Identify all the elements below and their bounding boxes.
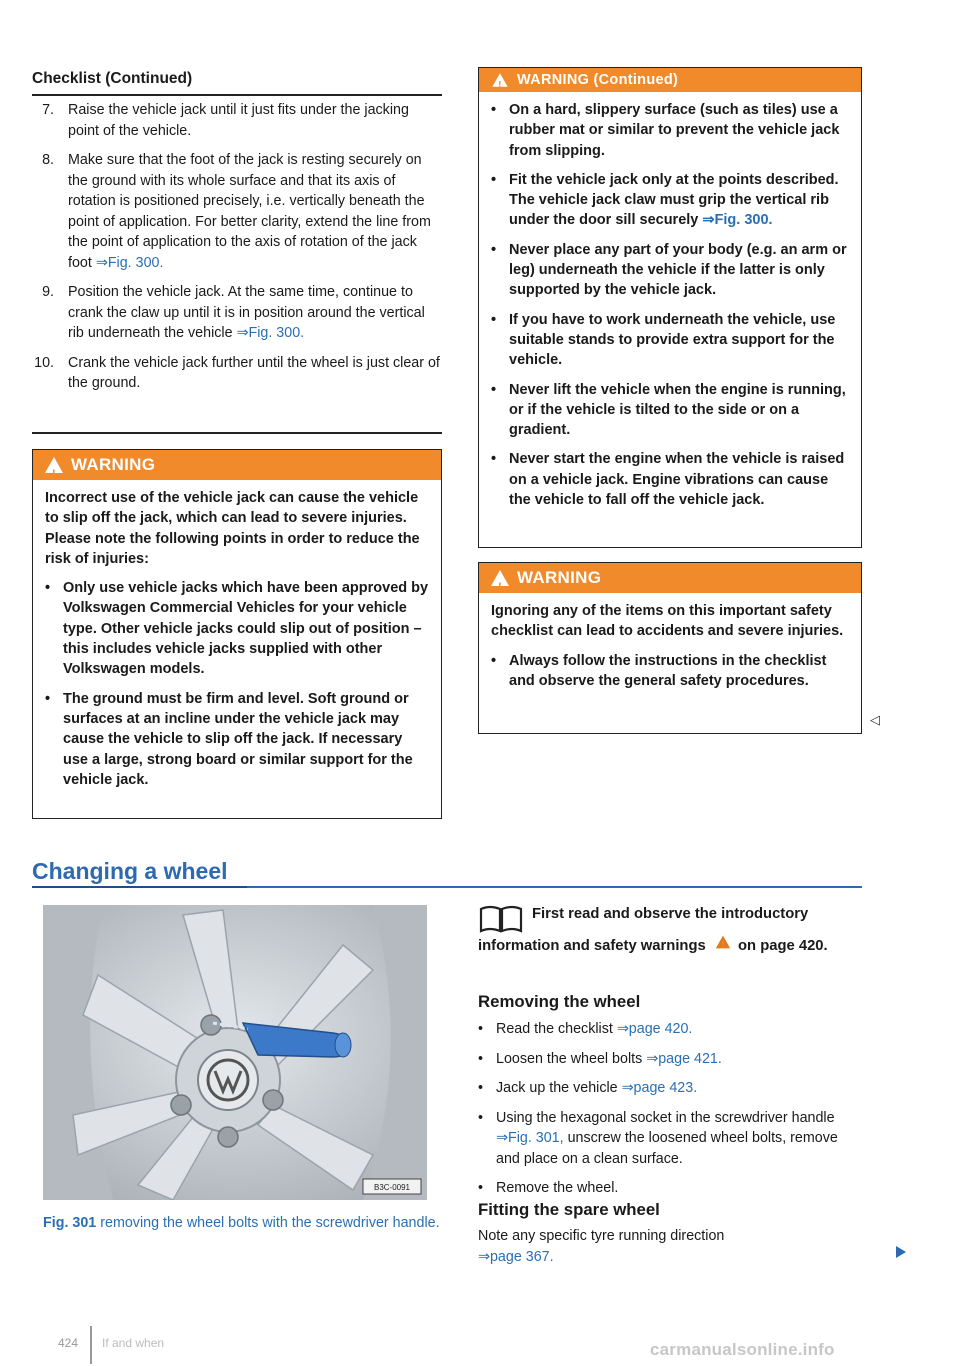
warning-box-checklist xyxy=(478,562,862,734)
removing-heading: Removing the wheel xyxy=(478,992,641,1011)
warning-header: ! WARNING xyxy=(33,450,441,480)
checklist-heading: Checklist (Continued) xyxy=(32,70,442,96)
warning-triangle-icon xyxy=(45,457,63,473)
warning-intro: Ignoring any of the items on this important safety checklist can lead to accidents and severe injuries. xyxy=(491,603,844,640)
checklist-step: 9. Position the vehicle jack. At the same time, continue to crank the claw up until it is in position around the vertical rib underneath the vehicle ⇒Fig. 300. xyxy=(42,284,425,341)
fitting-heading: Fitting the spare wheel xyxy=(478,1200,660,1219)
checklist-step: 8. Make sure that the foot of the jack is resting securely on the ground with its whole surface and that its axis of rotation is positioned precisely, i.e. vertically beneath the point of application. For better clarity, extend the line from the point of application to the axis of rotation of the jack foot ⇒Fig. 300. xyxy=(42,152,431,271)
list-item: • Loosen the wheel bolts ⇒page 421. xyxy=(478,1050,722,1067)
warning-bullet: • Never lift the vehicle when the engine is running, or if the vehicle is tilted to the side or on a gradient. xyxy=(491,381,846,439)
checklist-steps xyxy=(32,100,442,403)
chapter-title: If and when xyxy=(102,1336,165,1350)
warning-triangle-icon xyxy=(716,936,730,949)
warning-header: ! WARNING (Continued) xyxy=(479,68,861,92)
list-item: • Read the checklist ⇒page 420. xyxy=(478,1021,693,1037)
warning-triangle-icon xyxy=(492,73,507,87)
warning-bullet: • Only use vehicle jacks which have been approved by Volkswagen Commercial Vehicles for your vehicle type. Other vehicle jacks could slip out of position – this includes vehicle jacks supplied with other Volkswagen models. xyxy=(45,580,429,678)
checklist-step: 10. Crank the vehicle jack further until the wheel is just clear of the ground. xyxy=(34,354,440,391)
warning-bullet: • Always follow the instructions in the checklist and observe the general safety procedures. xyxy=(491,652,827,689)
warning-bullet: • Never place any part of your body (e.g. an arm or leg) underneath the vehicle if the latter is only supported by the vehicle jack. xyxy=(491,241,847,299)
checklist-end-rule xyxy=(32,432,442,434)
warning-bullet: • On a hard, slippery surface (such as tiles) use a rubber mat or similar to prevent the vehicle jack from slipping. xyxy=(491,102,840,159)
warning-triangle-icon xyxy=(491,570,509,586)
page-ref-link[interactable]: ⇒page 423. xyxy=(621,1080,698,1096)
page-number: 424 xyxy=(58,1336,79,1350)
list-item: • Remove the wheel. xyxy=(478,1180,619,1196)
book-icon xyxy=(478,904,524,934)
removing-list xyxy=(478,1019,862,1208)
warning-bullet: • Fit the vehicle jack only at the points described. The vehicle jack claw must grip the vertical rib under the door sill securely ⇒Fig. 300. xyxy=(491,171,839,229)
fig-300-link[interactable]: ⇒Fig. 300. xyxy=(236,325,305,341)
watermark: carmanualsonline.info xyxy=(650,1340,835,1359)
warning-bullet: • Never start the engine when the vehicle is raised on a vehicle jack. Engine vibrations can cause the vehicle to fall off the vehicle jack. xyxy=(491,451,845,509)
fig-300-link[interactable]: ⇒Fig. 300. xyxy=(95,254,164,271)
list-item: • Using the hexagonal socket in the screwdriver handle ⇒Fig. 301, unscrew the loosened wheel bolts, remove and place on a clean surface. xyxy=(478,1109,838,1167)
page-ref-link[interactable]: ⇒page 421. xyxy=(646,1050,722,1067)
fitting-text: Note any specific tyre running direction ⇒page 367. xyxy=(478,1228,725,1265)
warning-bullet: • The ground must be firm and level. Soft ground or surfaces at an incline under the vehicle jack may cause the vehicle to slip off the jack. If necessary use a large, strong board or similar support for the vehicle jack. xyxy=(45,690,413,788)
figure-caption: Fig. 301 removing the wheel bolts with the screwdriver handle. xyxy=(43,1215,440,1231)
list-item: • Jack up the vehicle ⇒page 423. xyxy=(478,1080,698,1096)
figure-code: B3C-0091 xyxy=(373,1183,411,1192)
page-ref-link[interactable]: ⇒page 420. xyxy=(616,1021,693,1037)
section-rule-accent xyxy=(32,886,247,888)
wheel-bolt-illustration xyxy=(43,905,427,1200)
warning-box-jack xyxy=(32,449,442,819)
continue-arrow-icon xyxy=(896,1246,906,1258)
checklist-step: 7. Raise the vehicle jack until it just fits under the jacking point of the vehicle. xyxy=(42,102,409,139)
wheel-figure xyxy=(43,905,427,1200)
warning-box-continued xyxy=(478,67,862,548)
section-heading: Changing a wheel xyxy=(32,858,228,884)
fig-300-link[interactable]: ⇒Fig. 300. xyxy=(702,212,773,229)
footer-divider xyxy=(90,1326,92,1364)
page-ref-link[interactable]: ⇒page 367. xyxy=(478,1248,554,1265)
warning-header: ! WARNING xyxy=(479,563,861,593)
intro-note: First read and observe the introductory information and safety warnings ! on page 420. xyxy=(478,904,862,957)
fig-301-link[interactable]: ⇒Fig. 301, xyxy=(496,1130,564,1146)
section-end-icon: ◁ xyxy=(870,712,880,727)
warning-bullet: • If you have to work underneath the vehicle, use suitable stands to provide extra support for the vehicle. xyxy=(491,311,836,369)
warning-intro: Incorrect use of the vehicle jack can cause the vehicle to slip off the jack, which can lead to severe injuries. Please note the following points in order to reduce the risk of injuries: xyxy=(45,490,420,567)
